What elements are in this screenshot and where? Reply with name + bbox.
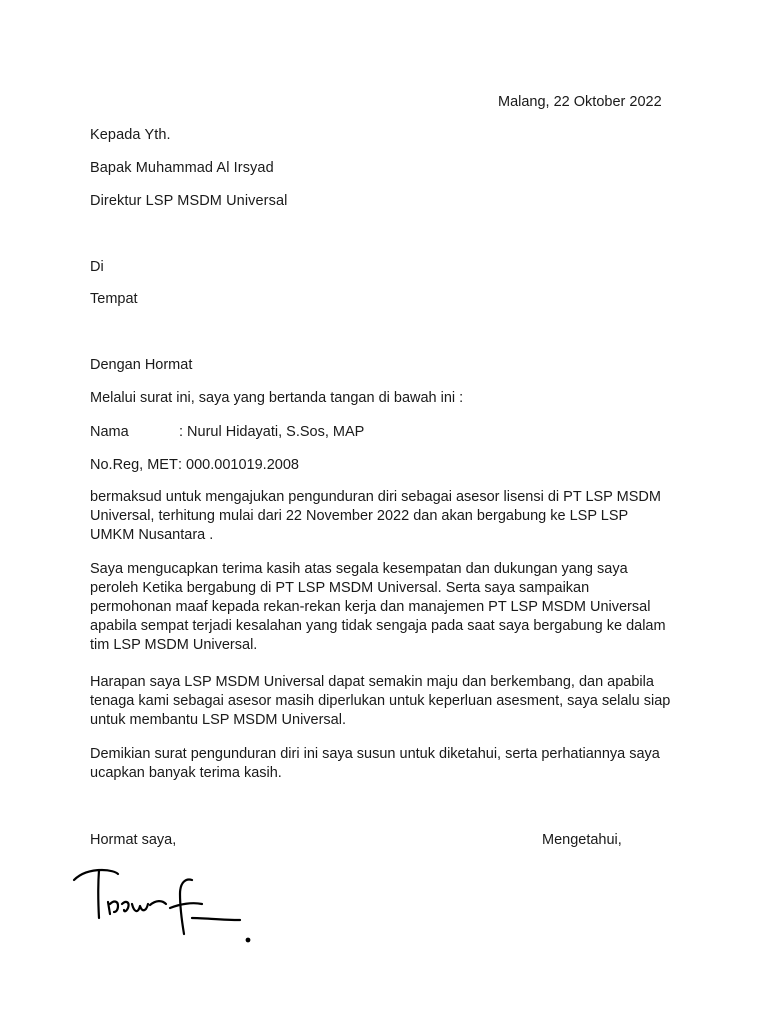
identity-name-label: Nama — [90, 424, 129, 440]
greeting: Dengan Hormat — [90, 357, 193, 373]
paragraph-line: apabila sempat terjadi kesalahan yang tidak sengaja pada saat saya bergabung ke dalam — [90, 618, 666, 634]
recipient-name: Bapak Muhammad Al Irsyad — [90, 160, 274, 176]
paragraph-line: permohonan maaf kepada rekan-rekan kerja dan manajemen PT LSP MSDM Universal — [90, 599, 651, 615]
recipient-salutation: Kepada Yth. — [90, 127, 171, 143]
location-prefix: Di — [90, 259, 104, 275]
paragraph-line: Demikian surat pengunduran diri ini saya susun untuk diketahui, serta perhatiannya saya — [90, 746, 660, 762]
paragraph-line: untuk membantu LSP MSDM Universal. — [90, 712, 347, 728]
intro-text: Melalui surat ini, saya yang bertanda tangan di bawah ini : — [90, 390, 464, 406]
paragraph-thanks — [90, 560, 690, 655]
identity-name-value: : Nurul Hidayati, S.Sos, MAP — [179, 424, 365, 440]
paragraph-closing — [90, 745, 690, 783]
place-date: Malang, 22 Oktober 2022 — [498, 94, 662, 110]
closing-right: Mengetahui, — [542, 832, 622, 848]
paragraph-resignation — [90, 488, 690, 545]
paragraph-line: UMKM Nusantara . — [90, 527, 214, 543]
paragraph-line: tim LSP MSDM Universal. — [90, 637, 258, 653]
paragraph-line: bermaksud untuk mengajukan pengunduran diri sebagai asesor lisensi di PT LSP MSDM — [90, 489, 661, 505]
paragraph-hope — [90, 673, 690, 730]
paragraph-line: peroleh Ketika bergabung di PT LSP MSDM Universal. Serta saya sampaikan — [90, 580, 590, 596]
handwritten-signature-icon — [72, 860, 262, 950]
location: Tempat — [90, 291, 138, 307]
paragraph-line: tenaga kami sebagai asesor masih diperlukan untuk keperluan asesment, saya selalu siap — [90, 693, 671, 709]
paragraph-line: Universal, terhitung mulai dari 22 November 2022 dan akan bergabung ke LSP LSP — [90, 508, 629, 524]
closing-left: Hormat saya, — [90, 832, 177, 848]
paragraph-line: Harapan saya LSP MSDM Universal dapat semakin maju dan berkembang, dan apabila — [90, 674, 654, 690]
identity-reg-value: : 000.001019.2008 — [178, 457, 299, 473]
recipient-position: Direktur LSP MSDM Universal — [90, 193, 288, 209]
identity-reg-label: No.Reg, MET — [90, 457, 178, 473]
paragraph-line: Saya mengucapkan terima kasih atas segala kesempatan dan dukungan yang saya — [90, 561, 628, 577]
paragraph-line: ucapkan banyak terima kasih. — [90, 765, 282, 781]
